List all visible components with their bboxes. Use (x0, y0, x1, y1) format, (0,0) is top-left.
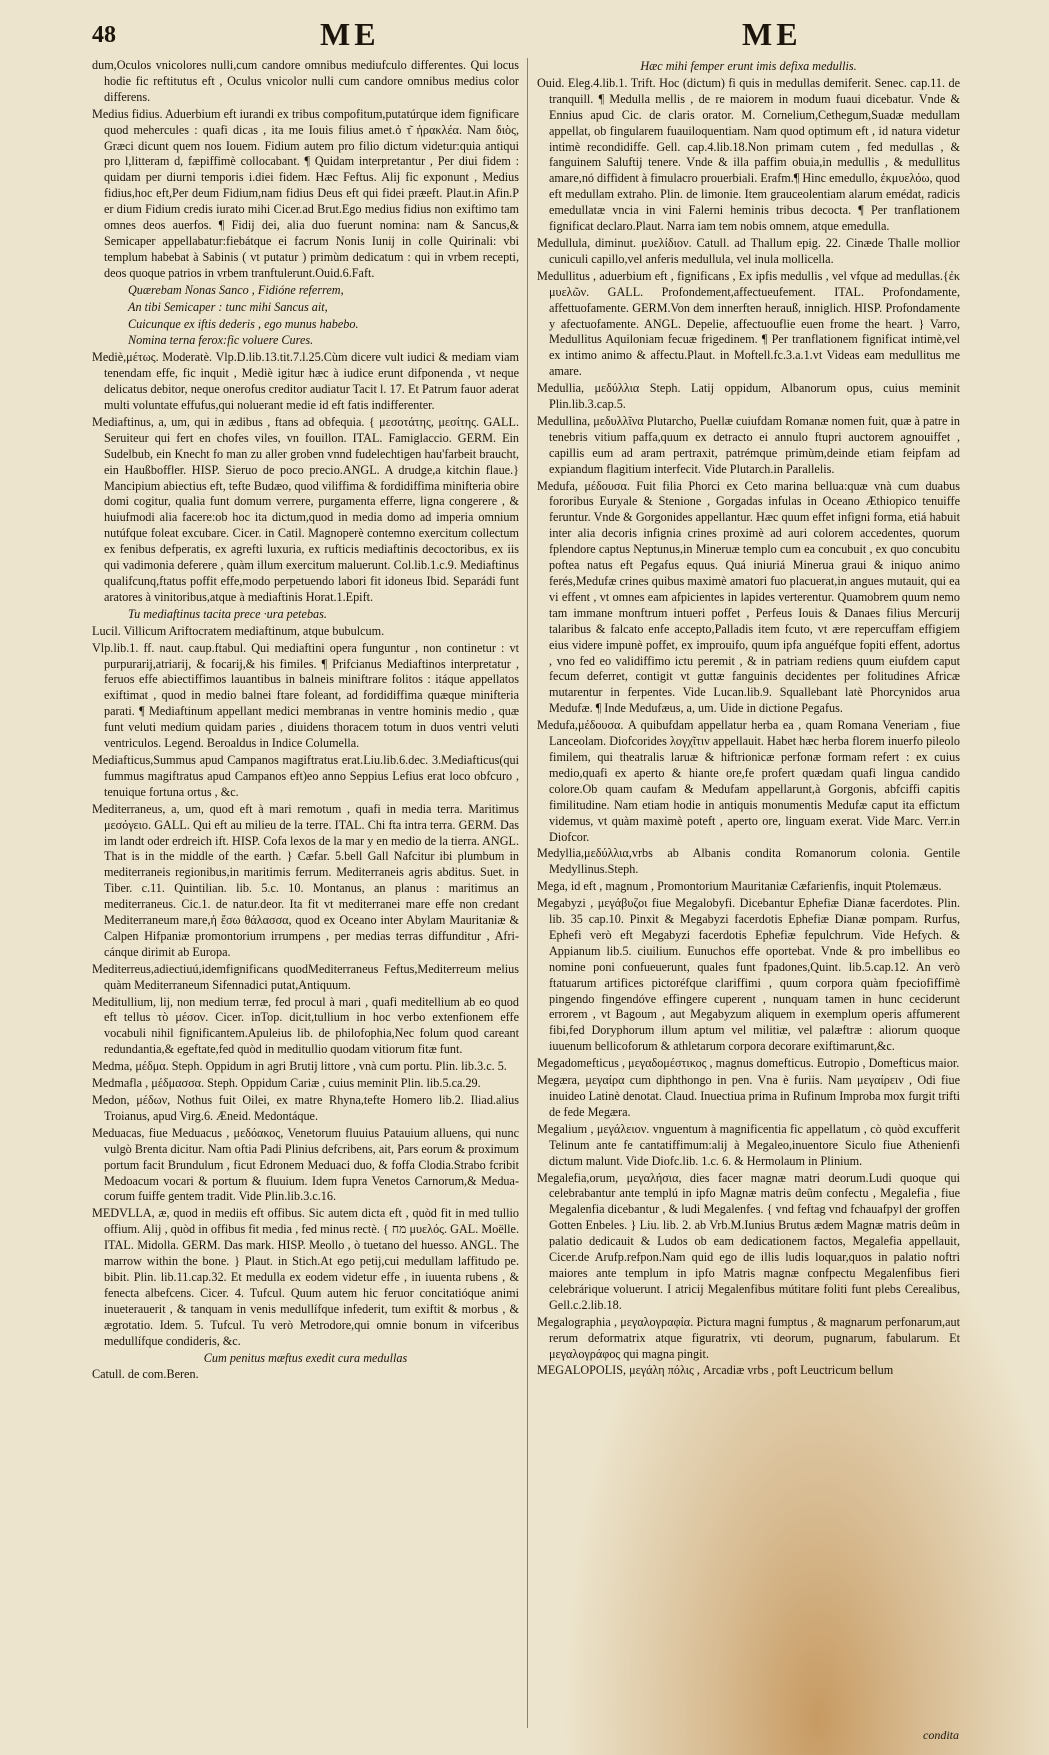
verse-quotation: An tibi Semicaper : tunc mihi Sancus ait, (128, 299, 328, 314)
dictionary-entry: Lucil. Villicum Ariftocratem mediaftinum, atque bubulcum. (92, 623, 385, 638)
dictionary-entry: Medyllia,μεδύλλια,vrbs ab Albanis condita Romanorum colonia. Gentile Medyllinus.Steph. (537, 846, 960, 877)
catchword: condita (923, 1728, 959, 1742)
dictionary-entry: Medufa,μέδουσα. A quibufdam appellatur herba ea , quam Romana Veneriam , fiue Lanceolam. Diofcorides λογχῖτιν appellauit. Habet hæc herba florem inuerfo pileolo fimilem, qui theatralis laruæ & hiftrionicæ perfonæ formam refert : ex cuius medio,quafi ex aperto & hiante ore,fe profert quædam quafi lingua candido colore.Ob quam caufam & Medufam appellarunt,à Gorgonis, abfciffi capitis fimilitudine. Nam etiam hodie in antiquis monumentis Medufæ caput ita effictum videmus, vt quàm maximè poteft , aperto ore, linguam exerat. Vide Marc. Verr.in Diofcor. (537, 718, 960, 844)
dictionary-entry: Mediè,μέτως. Moderatè. Vlp.D.lib.13.tit.7.l.25.Cùm dicere vult iudici & mediam viam tenendam effe, fic inquit , Mediè igitur hæc à iudice erunt difponenda , vt neque delicatus debitor, neque onerofus creditor audiatur Tacit l. 17. Et Patrum fauor aderat multi voluntate effufus,qui noluerant medie id eft fatis indifferenter. (92, 350, 519, 413)
dictionary-entry: Megadomefticus , μεγαδομέστικος , magnus domefticus. Eutropio , Domefticus maior. (537, 1056, 960, 1071)
running-head-right: ME (742, 16, 802, 52)
column-divider (527, 58, 528, 1728)
dictionary-entry: Medma, μέδμα. Steph. Oppidum in agri Brutij littore , vnà cum portu. Plin. lib.3.c. 5. (92, 1059, 507, 1074)
dictionary-entry: Meduacas, fiue Meduacus , μεδόακος, Venetorum fluuius Patauium alluens, qui nunc vulgò Brenta dicitur. Nam oftia Padi Plinius defcribens, ait, Pars eorum & proximum portum facit Brundulum , ficut Edronem Meduaci duo, & foffa Clodia.Strabo fcribit Medoacum vocari & portum & fluuium. Idem fupra Venetos Carnorum,& Meduacorum fuiffe gentem tradit. Vide Plin.lib.3.c.16. (92, 1125, 519, 1204)
dictionary-entry: Mediterraneus, a, um, quod eft à mari remotum , quafi in media terra. Maritimus μεσόγειο. GALL. Qui eft au milieu de la terre. ITAL. Chi fta intra terra. GERM. Das im landt oder erdreich ift. HISP. Cofa lexos de la mar y en medio de la tierra. ANGL. That is in the middle of the earth. } Cæfar. 5.bell Gall Nafcitur ibi plumbum in mediterraneis regionibus,in maritimis ferrum. Mediterraneis agris abditus. Suet. in Tiber. c.11. Quintilian. lib. 5.c. 10. Montanus, an planus : maritimus an mediterraneus. Cic.1. de natur.deor. Ita fit vt mediterranei mare effe non credant Mediterraneum mare,ἡ ἔσω θάλασσα, quod ex Oceano inter Abylam Mauritaniæ & Calpen Hifpaniæ promontorium irrumpens , per medias terras diffunditur , Africánque dirimit ab Europa. (92, 801, 519, 959)
dictionary-entry: Medufa, μέδουσα. Fuit filia Phorci ex Ceto marina bellua:quæ vnà cum duabus fororibus Euryale & Stenione , Gorgadas infulas in Oceano Æthiopico tenuiffe feruntur. Vnde & Gorgonides appellantur. Hæc quum effet infigni forma, etiá habuit inter alia decoris infignia crines proximè ad auri colorem accedentes, quorum fplendore captus Neptunus,in Mineruæ templo cum ea concubuit , ex quo concubitu poftea natus eft Pegafus equus. Quá iniuriá Minerua graui & iniquo animo ferés,Medufæ crines quibus maximè amatori fuo placuerat,in angues mutauit, qui ea vi effent , vt omnes eam afpicientes in lapides verterentur. Quamobrem quum nemo tam immane monftrum intueri poffet , Perfeus Iouis & Danaes filius Mercurij talaribus & falcato enfe accepto,Palladis item fcuto, vt ære repercuffam effigiem eius videre impunè poffet, ex improuifo, quum ipfa anguéfque fopiti effent, adortus , vno fed eo validiffimo ictu peremit , & in patriam rediens quum eiufdem caput fecum deferret, contigit vt guttæ fanguinis decidentes per folitudines Africæ mutarentur in ferpentes. Vide Lucan.lib.9. Squallebant latè Phorcynidos arua Medufæ. ¶ Inde Medufæus, a, um. Uide in dictione Pegafus. (537, 478, 960, 716)
dictionary-entry: Megalographia , μεγαλογραφία. Pictura magni fumptus , & magnarum perfonarum,aut rerum deformatrix atque figuratrix, vti deorum, pugnarum, fabularum. Et μεγαλογράφος qui magna pingit. (537, 1314, 960, 1361)
dictionary-entry: dum,Oculos vnicolores nulli,cum candore omnibus mediufculo differentes. Qui locus hodie fic reftitutus eft , Oculus vnicolor nulli cum candore omnibus medius color differens. (92, 58, 519, 104)
dictionary-entry: Megalium , μεγάλειον. vnguentum à magnificentia fic appellatum , cò quòd excufferit Telinum ante fe cantatiffimum:alij à Megaleo,inuentore Siculo fiue Athenienfi dictum malunt. Vide Diofc.lib. 1.c. 6. & Hermolaum in Plinium. (537, 1121, 960, 1168)
verse-quotation: Cuicunque ex iftis dederis , ego munus habebo. (128, 316, 359, 331)
dictionary-entry: MEGALOPOLIS, μεγάλη πόλις , Arcadiæ vrbs , poft Leuctricum bellum (537, 1363, 894, 1378)
dictionary-entry: Vlp.lib.1. ff. naut. caup.ftabul. Qui mediaftini opera funguntur , non continetur : vt purpurarij,atriarij, & focarij,& his fimiles. ¶ Prifcianus Mediaftinos interpretatur , feruos effe abiectiffimos lauantibus in balneis miniftrare folitos : itáque appellatos exiftimat , quod in medio balnei ftare foleant, ad fordidiffima quæque minifteria parati. ¶ Mediaftinum appellant medici membranas in ventre hominis medio , quæ funt veluti medium quidam paries , diuidens thoracem totum in duos ventri veluti ventriculos. Legend. Beroaldus in Indice Columella. (92, 640, 519, 751)
right-column (537, 58, 960, 1748)
verse-quotation: Tu mediaftinus tacita prece ·ura petebas. (128, 606, 327, 621)
dictionary-entry: Megæra, μεγαίρα cum diphthongo in pen. Vna è furiis. Nam μεγαίρειν , Odi fiue inuideo Latinè denotat. Claud. Inuectiua prima in Rufinum Improba mox furgit trifti de fede Megæra. (537, 1073, 960, 1119)
dictionary-entry: Medullitus , aduerbium eft , fignificans , Ex ipfis medullis , vel vfque ad medullas.{ἐκ μυελῶν. GALL. Profondement,affectueufement. ITAL. Profondamente, affettuofamente. GERM.Von dem innerften herauß, inniglich. HISP. Profondamente y afectuofamente. ANGL. Depelie, affectuouflie euen frome the heart. } Varro, Medullitus Aquiloniam fecuæ frigedinem. ¶ Per tranflationem fignificat intimè,vel ex intimo animo & affectu.Plaut. in Moftell.fc.3.a.1.vt Videas eam medullitus me amare. (537, 268, 960, 379)
dictionary-entry: Medullula, diminut. μυελίδιον. Catull. ad Thallum epig. 22. Cinæde Thalle mollior cuniculi capillo,vel anferis medullula, vel inula mollicella. (537, 235, 960, 266)
dictionary-entry: Catull. de com.Beren. (92, 1367, 199, 1382)
dictionary-entry: Ouid. Eleg.4.lib.1. Trift. Hoc (dictum) fi quis in medullas demiferit. Senec. cap.11. de tranquill. ¶ Medulla mellis , de re maiorem in modum fuaui dicebatur. Vnde & Ennius apud Cic. de claris orator. M. Cornelium,Cethegum,Suadæ medullam appellat, ob fingularem fuauiloquentiam. Nam quod optimum eft , id natura videtur intimè recondidiffe. Gell. cap.4.lib.18.Non primam cutem , fed medullas , & fanguinem Saluftij tenere. Vnde & illa paffim obuia,in medullis , & medullitus amare,nó diffident à fimulacro prouerbiali. Erafm.¶ Hinc emedullo, ἐκμυελόω, quod eft medullam extraho. Plin. de limonie. Item grauceolentiam alarum emédat, radicis emedullatæ vncia in vini Falerni heminis tribus decocta. ¶ Per tranflationem fignificat declaro.Plaut. Narra iam tem nobis omnem, atque emedulla. (537, 75, 960, 234)
left-column (92, 58, 519, 1748)
dictionary-entry: Medmafla , μέδμασσα. Steph. Oppidum Cariæ , cuius meminit Plin. lib.5.ca.29. (92, 1076, 481, 1091)
verse-quotation: Nomina terna ferox:fic voluere Cures. (128, 333, 314, 348)
dictionary-entry: MEDVLLA, æ, quod in mediis eft offibus. Sic autem dicta eft , quòd fit in med tullio offium. Alij , quòd in offibus fit media , fed minus rectè. { מח μυελός. GAL. Moëlle. ITAL. Midolla. GERM. Das mark. HISP. Meollo , ò tuetano del huesso. ANGL. The marrow within the bone. } Plaut. in Stich.At ego petij,cui medullam laffitudo pe. bibit. Plin. lib.11.cap.32. Et medulla ex eodem videtur effe , in iuuenta rubens , & fenecta albefcens. Cicer. 4. Tufcul. Quum autem hic feruor concitatióque animi inueterauerit , & tanquam in venis medullífque infederit, tum exiftit & morbus , & ægrotatio. Idem. 5. Tufcul. Tu verò Metrodore,qui omnie bonum in vifceribus medullífque condideris, &c. (92, 1206, 519, 1348)
dictionary-entry: Mega, id eft , magnum , Promontorium Mauritaniæ Cæfarienfis, inquit Ptolemæus. (537, 879, 942, 894)
dictionary-entry: Megabyzi , μεγάβυζοι fiue Megalobyfi. Dicebantur Ephefiæ Dianæ facerdotes. Plin. lib. 35 cap.10. Pinxit & Megabyzi facerdotis Ephefiæ Dianæ pompam. Rurfus, Ephefi verò eft Megabyzi facerdotis Ephefiæ fepulchrum. Vide Hefych. & Appianum lib.5. ciuilium. Eunuchos effe oportebat. Vnde & pro imbellibus eo nomine poni confueuerunt, quales funt fpadones,Quint. lib.5.cap.12. An verò ftatuarum artifices pictoréfque clariffimi , quum corpora quàm fpeciofiffimè pingendo fingendóve effingere cuperent , nunquam tamen in hunc ceciderunt errorem , vt Bagoum , aut Megabyzum aliquem in exemplum operis affumerent fibi,fed Doryphorum illum aptum vel militiæ, vel palæftræ : aliorum quoque iuuenum bellicoforum & athletarum corpora decorare exiftimarunt,&c. (537, 896, 960, 1054)
verse-quotation: Quærebam Nonas Sanco , Fidióne referrem, (128, 282, 344, 297)
dictionary-entry: Megalefia,orum, μεγαλήσια, dies facer magnæ matri deorum.Ludi quoque qui celebrabantur ante templú in ipfo Magnæ matris deûm confectu , Megalefia , fiue Megalenfia dicebantur , & ludi Megalenfes. { vnd feftag vnd fchauafpyl der groffen Gotten Enbeles. } Liu. lib. 2. ab Vrb.M.Iunius Brutus ædem Magnæ matris deûm in palatio dedicauit & Ludos ob eam dedicationem factos, Megalefia appellauit, Cicer.de Arufp.refpon.Nam quid ego de illis ludis loquar,quos in palatio noftri maiores ante templum in ipfo Matris magnæ confpectu Megalenfibus fieri celebrárique voluerunt. I atricij Megalenfibus mútitare foliti funt plebs Cerealibus, Gell.c.2.lib.18. (537, 1170, 960, 1312)
verse-quotation: Hæc mihi femper erunt imis defixa medullis. (640, 59, 857, 73)
dictionary-entry: Medullina, μεδυλλῖνα Plutarcho, Puellæ cuiufdam Romanæ nomen fuit, quæ à patre in tenebris vitium paffa,quum ex detracto ei annulo ftupri auctorem agnouiffet , capillis eum ad aram pertraxit, patrémque primùm,deinde etiam feipfam ad expiandum flagitium interfecit. Vide Plutarch.in Parallelis. (537, 413, 960, 476)
dictionary-entry: Mediterreus,adiectiuú,idemfignificans quodMediterraneus Feftus,Mediterreum melius quàm Mediterraneum Sifennadici putat,Antiquum. (92, 961, 519, 992)
verse-quotation: Cum penitus mæftus exedit cura medullas (203, 1350, 408, 1365)
dictionary-entry: Mediafticus,Summus apud Campanos magiftratus erat.Liu.lib.6.dec. 3.Mediafticus(qui fummus magiftratus apud Campanos eft)eo anno Seppius Lefius erat loco obfcuro , tenuique fortuna ortus , &c. (92, 752, 519, 799)
dictionary-entry: Meditullium, lij, non medium terræ, fed procul à mari , quafi meditellium ab eo quod eft tellus τὸ μέσον. Cicer. inTop. dicit,tullium in hoc verbo extenfionem effe vocabuli nihil fignificantem.Apuleius lib. de philofophia,Nec folum quod careant redundantia,& egeftate,fed quòd in meditullio quodam vitiorum fitæ funt. (92, 994, 519, 1057)
running-head-left: ME (320, 16, 380, 52)
dictionary-entry: Medullia, μεδύλλια Steph. Latij oppidum, Albanorum opus, cuius meminit Plin.lib.3.cap.5. (537, 381, 960, 412)
page-number: 48 (92, 22, 116, 48)
dictionary-entry: Medius fidius. Aduerbium eft iurandi ex tribus compofitum,putatúrque idem fignificare quod mehercules : quafi dicas , ita me Iouis filius amet.ὁ τ͂ ἡρακλέα. Nam διὸς, Græci dicunt quem nos Iouem. Fidium autem pro filio dictum videtur:quia antiqui pro l,litteram d, fæpiffimè collocabant. ¶ Quidam interpretantur , Per diui fidem : quidam per diurni temporis i.diei fidem. Hæc Feftus. Alij fic exponunt , Medius fidius,hoc eft,Per deum Fidium,nam fidius Deus eft qui fidei præeft. Plaut.in Afin.P er dium Fidium credis iurato mihi Cicer.ad Brut.Ego medius fidius non exiftimo tam omnes deos auerfos. ¶ Fidij dei, alia duo fuerunt nomina: nam & Sancus,& Semicaper appellabatur:fiebátque ei facrum Nonis Iunij in colle Quirinali: vbi templum habebat à Sabinis ( vt putatur ) primùm dedicatum : qui in vrbem recepti, deos quoque patrios in vrbem tranftulerunt.Ouid.6.Faft. (92, 106, 519, 280)
dictionary-entry: Medon, μέδων, Nothus fuit Oilei, ex matre Rhyna,tefte Homero lib.2. Iliad.alius Troianus, apud Virg.6. Æneid. Medontáque. (92, 1093, 519, 1123)
dictionary-entry: Mediaftinus, a, um, qui in ædibus , ftans ad obfequia. { μεσοτάτης, μεσίτης. GALL. Seruiteur qui fert en chofes viles, vn fouillon. ITAL. Famiglaccio. GERM. Ein Sudelbub, ein Knecht fo man zu aller groben vnnd fudelechtigen hau'farbeit braucht, ein Haußboffler. HISP. Sieruo de poco precio.ANGL. A drudge,a kitchin flaue.} Mancipium abiectius eft, tefte Budæo, quod viliffima & fordidiffima minifteria obire domi cogitur, qualia funt domum verrere, purgamenta efferre, ligna congerere , & huiufmodi alia facere:ob hoc ita dictum,quod in media domo ad imperia omnium nutúfque foleat excubare. Cicer. in Catil. Magnoperè contemno exercitum collectum ex fenibus defperatis, ex agrefti luxuria, ex rufticis mediaftinis decoctoribus, ex iis qui vadimonia deferere , quàm illum exercitum maluerunt. Col.lib.1.c.9. Mediaftinus qualifcunq,ftatus poffit effe,modo perpetuendo labori fit idoneus Ibid. Separádi funt aratores à vinitoribus,atque à mediaftinis Horat.1.Epift. (92, 414, 519, 604)
